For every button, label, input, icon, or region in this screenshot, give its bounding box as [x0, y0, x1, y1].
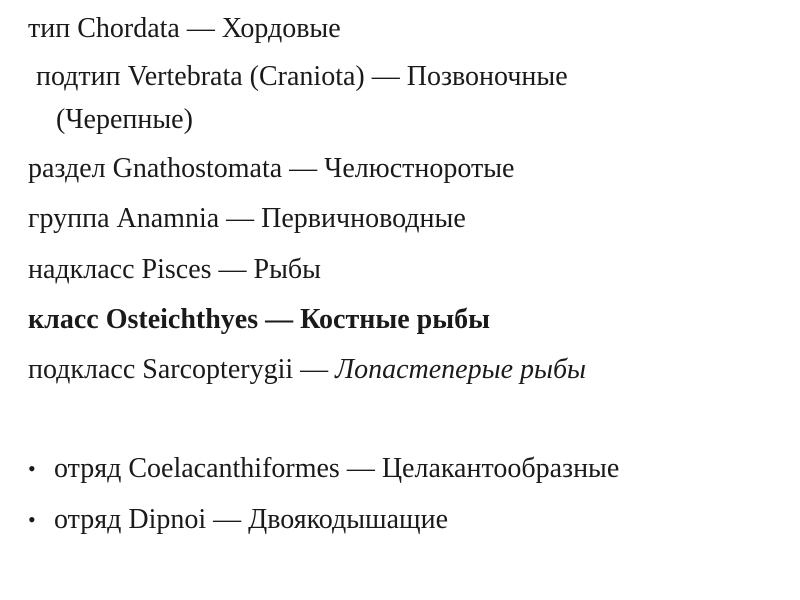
rank-label: подтип — [36, 61, 121, 92]
rank-label: класс — [28, 304, 99, 335]
russian-name: Челюстноротые — [324, 153, 515, 184]
latin-name: Anamnia — [116, 203, 220, 234]
latin-name: Vertebrata (Craniota) — [127, 61, 365, 92]
bullet-icon: • — [28, 507, 36, 532]
order-list-item — [28, 503, 448, 537]
russian-name: Хордовые — [221, 13, 341, 44]
russian-name: Позвоночные — [406, 61, 568, 92]
dash: — — [186, 13, 215, 44]
rank-label: группа — [28, 203, 110, 234]
dash: — — [218, 254, 247, 285]
dash: — — [300, 354, 329, 385]
taxon-class — [28, 303, 490, 337]
russian-name: Первичноводные — [261, 203, 466, 234]
taxon-subclass — [28, 353, 586, 387]
latin-name: Sarcopterygii — [142, 354, 294, 385]
rank-label: отряд — [54, 504, 122, 535]
latin-name: Coelacanthiformes — [128, 453, 340, 484]
dash: — — [346, 453, 375, 484]
taxon-superclass — [28, 253, 321, 287]
latin-name: Dipnoi — [128, 504, 207, 535]
dash: — — [213, 504, 242, 535]
russian-name: Костные рыбы — [300, 304, 490, 335]
taxon-subphylum — [36, 60, 568, 94]
russian-name: Лопастеперые рыбы — [335, 354, 587, 385]
taxon-phylum — [28, 12, 341, 46]
latin-name: Osteichthyes — [105, 304, 259, 335]
bullet-icon: • — [28, 456, 36, 481]
russian-name-continuation: (Черепные) — [56, 104, 193, 135]
dash: — — [289, 153, 318, 184]
latin-name: Chordata — [77, 13, 180, 44]
taxon-division — [28, 152, 514, 186]
latin-name: Pisces — [141, 254, 212, 285]
dash: — — [371, 61, 400, 92]
latin-name: Gnathostomata — [112, 153, 283, 184]
rank-label: надкласс — [28, 254, 135, 285]
taxon-group — [28, 202, 466, 236]
russian-name: Целакантообразные — [381, 453, 620, 484]
rank-label: подкласс — [28, 354, 136, 385]
rank-label: раздел — [28, 153, 106, 184]
order-list-item — [28, 452, 619, 486]
taxon-subphylum-continuation — [56, 103, 193, 137]
rank-label: отряд — [54, 453, 122, 484]
rank-label: тип — [28, 13, 71, 44]
dash: — — [265, 304, 294, 335]
dash: — — [226, 203, 255, 234]
russian-name: Двоякодышащие — [248, 504, 448, 535]
russian-name: Рыбы — [253, 254, 321, 285]
